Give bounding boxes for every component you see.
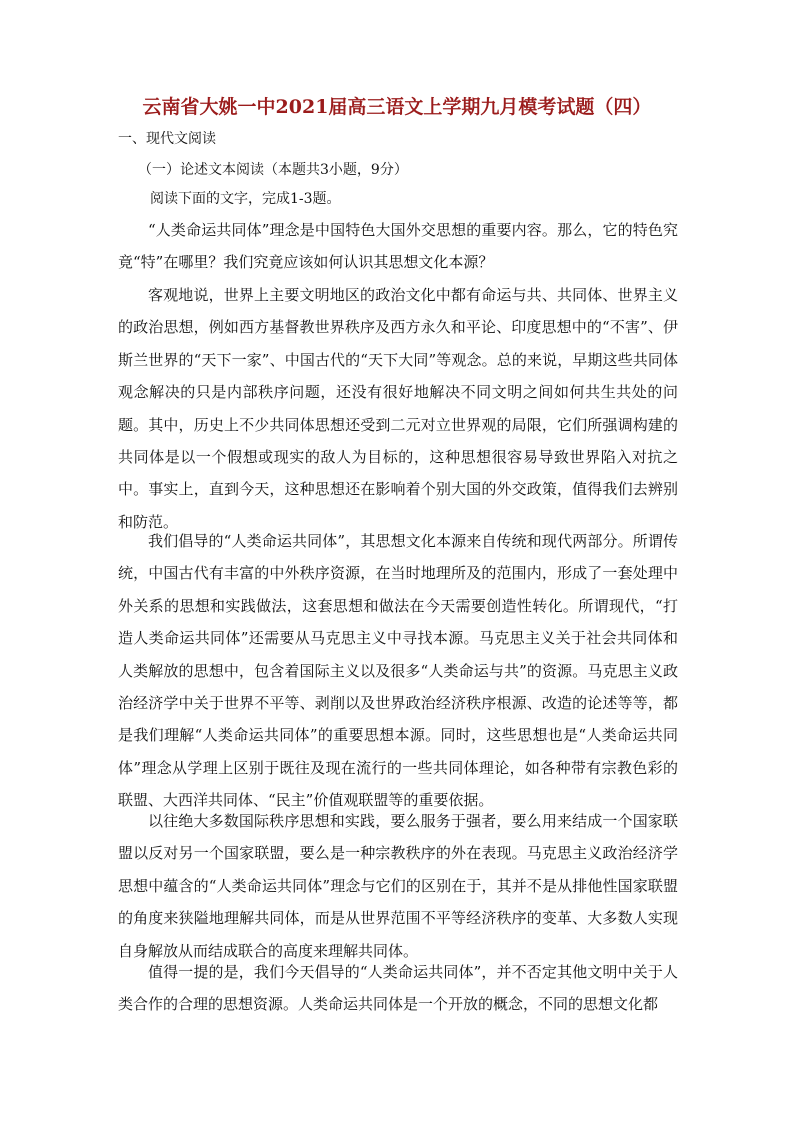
paragraph-5: 值得一提的是，我们今天倡导的“人类命运共同体”，并不否定其他文明中关于人类合作的合理的思想资源。人类命运共同体是一个开放的概念，不同的思想文化都 <box>118 963 678 1014</box>
document-title: 云南省大姚一中2021届高三语文上学期九月模考试题（四） <box>142 96 652 118</box>
subsection-heading: （一）论述文本阅读（本题共3小题，9分） <box>138 162 408 178</box>
reading-instruction: 阅读下面的文字，完成1-3题。 <box>150 191 341 207</box>
paragraph-3: 我们倡导的“人类命运共同体”，其思想文化本源来自传统和现代两部分。所谓传统，中国古代有丰富的中外秩序资源，在当时地理所及的范围内，形成了一套处理中外关系的思想和实践做法，这套思想和做法在今天需要创造性转化。所谓现代，“打造人类命运共同体”还需要从马克思主义中寻找本源。马克思主义关于社会共同体和人类解放的思想中，包含着国际主义以及很多“人类命运与共”的资源。马克思主义政治经济学中关于世界不平等、剥削以及世界政治经济秩序根源、改造的论述等等，都是我们理解“人类命运共同体”的重要思想本源。同时，这些思想也是“人类命运共同体”理念从学理上区别于既往及现在流行的一些共同体理论，如各种带有宗教色彩的联盟、大西洋共同体、“民主”价值观联盟等的重要依据。 <box>118 532 678 810</box>
section-heading: 一、现代文阅读 <box>118 131 216 147</box>
paragraph-2: 客观地说，世界上主要文明地区的政治文化中都有命运与共、共同体、世界主义的政治思想，例如西方基督教世界秩序及西方永久和平论、印度思想中的“不害”、伊斯兰世界的“天下一家”、中国古代的“天下大同”等观念。总的来说，早期这些共同体观念解决的只是内部秩序问题，还没有很好地解决不同文明之间如何共生共处的问题。其中，历史上不少共同体思想还受到二元对立世界观的局限，它们所强调构建的共同体是以一个假想或现实的敌人为目标的，这种思想很容易导致世界陷入对抗之中。事实上，直到今天，这种思想还在影响着个别大国的外交政策，值得我们去辨别和防范。 <box>118 286 678 531</box>
paragraph-4: 以往绝大多数国际秩序思想和实践，要么服务于强者，要么用来结成一个国家联盟以反对另一个国家联盟，要么是一种宗教秩序的外在表现。马克思主义政治经济学思想中蕴含的“人类命运共同体”理念与它们的区别在于，其并不是从排他性国家联盟的角度来狭隘地理解共同体，而是从世界范围不平等经济秩序的变革、大多数人实现自身解放从而结成联合的高度来理解共同体。 <box>118 812 678 960</box>
paragraph-1: “人类命运共同体”理念是中国特色大国外交思想的重要内容。那么，它的特色究竟“特”在哪里？我们究竟应该如何认识其思想文化本源？ <box>118 221 678 272</box>
